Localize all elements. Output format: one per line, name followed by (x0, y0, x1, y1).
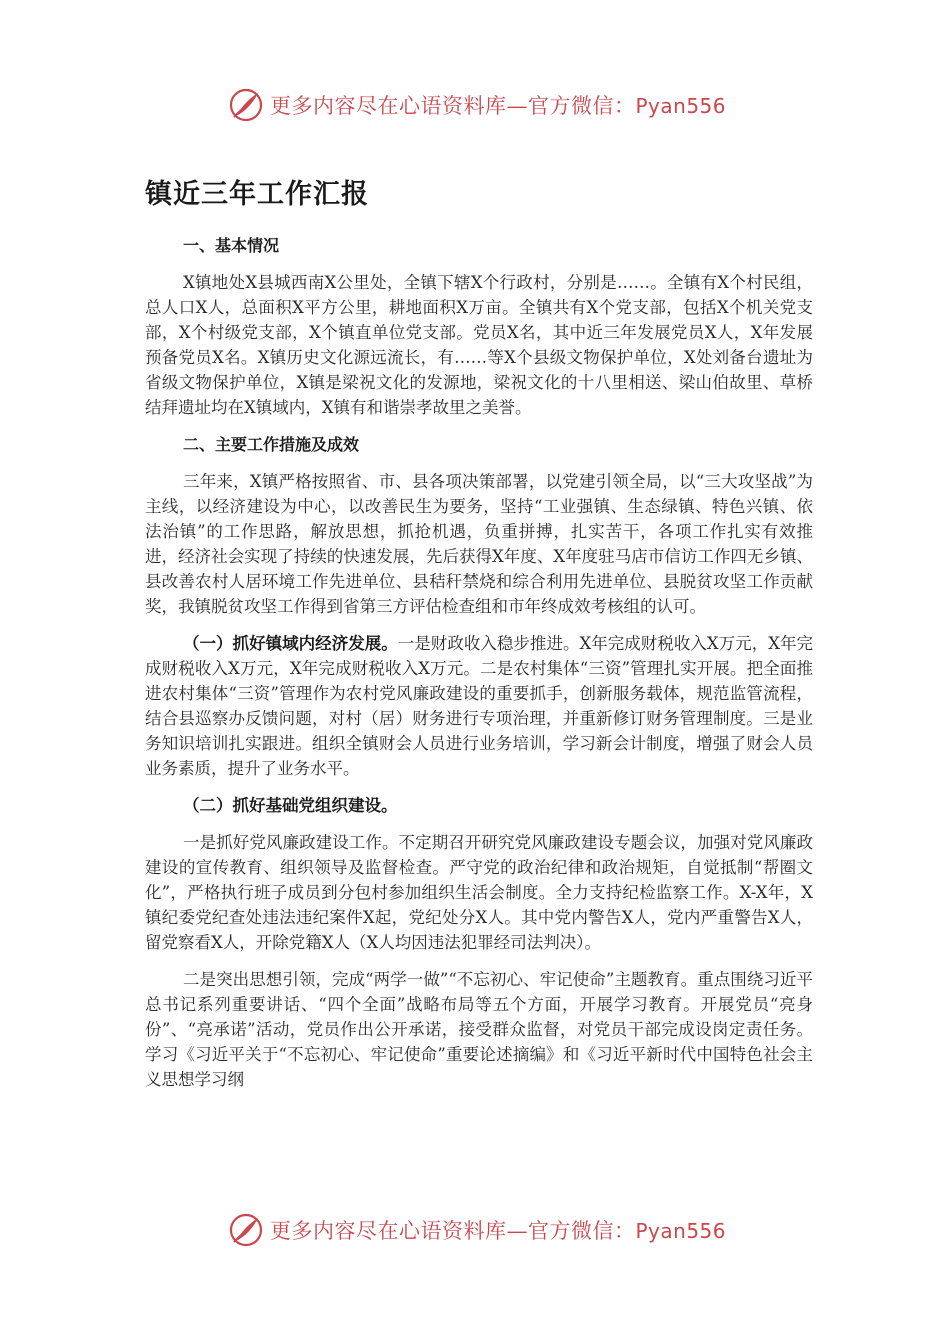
paragraph-ideology: 二是突出思想引领，完成“两学一做”“不忘初心、牢记使命”主题教育。重点围绕习近平总书记系列重要讲话、“四个全面”战略布局等五个方面，开展学习教育。开展党员“亮身份”、“亮承诺”活动，党员作出公开承诺，接受群众监督，对党员干部完成设岗定责任务。学习《习近平关于“不忘初心、牢记使命”重要论述摘编》和《习近平新时代中国特色社会主义思想学习纲 (145, 970, 813, 1089)
document-title: 镇近三年工作汇报 (145, 179, 369, 210)
banner-text: 更多内容尽在心语资料库—官方微信：Pyan556 (270, 94, 727, 118)
section-heading-basic: 一、基本情况 (183, 236, 280, 255)
paragraph-measures-overview: 三年来，X镇严格按照省、市、县各项决策部署，以党建引领全局，以“三大攻坚战”为主线，以经济建设为中心，以改善民生为要务，坚持“工业强镇、生态绿镇、特色兴镇、依法治镇”的工作思路，解放思想，抓抢机遇，负重拼搏，扎实苦干，各项工作扎实有效推进，经济社会实现了持续的快速发展，先后获得X年度、X年度驻马店市信访工作四无乡镇、县改善农村人居环境工作先进单位、县秸秆禁烧和综合利用先进单位、县脱贫攻坚工作贡献奖，我镇脱贫攻坚工作得到省第三方评估检查组和市年终成效考核组的认可。 (145, 472, 813, 616)
section-heading-measures: 二、主要工作措施及成效 (183, 435, 360, 454)
document-body (145, 172, 813, 1104)
paragraph-integrity: 一是抓好党风廉政建设工作。不定期召开研究党风廉政建设专题会议，加强对党风廉政建设的宣传教育、组织领导及监督检查。严守党的政治纪律和政治规矩，自觉抵制“帮圈文化”，严格执行班子成员到分包村参加组织生活会制度。全力支持纪检监察工作。X-X年，X镇纪委党纪查处违法违纪案件X起，党纪处分X人。其中党内警告X人，党内严重警告X人，留党察看X人，开除党籍X人（X人均因违法犯罪经司法判决）。 (145, 833, 813, 952)
footer-banner (228, 1210, 748, 1250)
quill-logo-icon (228, 87, 264, 123)
paragraph-basic-situation: X镇地处X县城西南X公里处，全镇下辖X个行政村，分别是……。全镇有X个村民组，总人口X人，总面积X平方公里，耕地面积X万亩。全镇共有X个党支部，包括X个机关党支部，X个村级党支部，X个镇直单位党支部。党员X名，其中近三年发展党员X人，X年发展预备党员X名。X镇历史文化源远流长，有……等X个县级文物保护单位，X处刘备台遗址为省级文物保护单位，X镇是梁祝文化的发源地，梁祝文化的十八里相送、梁山伯故里、草桥结拜遗址均在X镇域内，X镇有和谐崇孝故里之美誉。 (145, 273, 813, 417)
quill-logo-icon (228, 1212, 264, 1248)
subheading-party-building: （二）抓好基础党组织建设。 (183, 796, 398, 815)
subheading-economy: （一）抓好镇域内经济发展。 (183, 634, 398, 653)
paragraph-economy-body: 一是财政收入稳步推进。X年完成财税收入X万元，X年完成财税收入X万元，X年完成财税收入X万元。二是农村集体“三资”管理扎实开展。把全面推进农村集体“三资”管理作为农村党风廉政建设的重要抓手，创新服务载体，规范监管流程，结合县巡察办反馈问题，对村（居）财务进行专项治理，并重新修订财务管理制度。三是业务知识培训扎实跟进。组织全镇财会人员进行业务培训，学习新会计制度，增强了财会人员业务素质，提升了业务水平。 (145, 634, 813, 778)
header-banner (228, 85, 748, 125)
paragraph-economy (145, 631, 813, 781)
banner-text: 更多内容尽在心语资料库—官方微信：Pyan556 (270, 1219, 727, 1243)
